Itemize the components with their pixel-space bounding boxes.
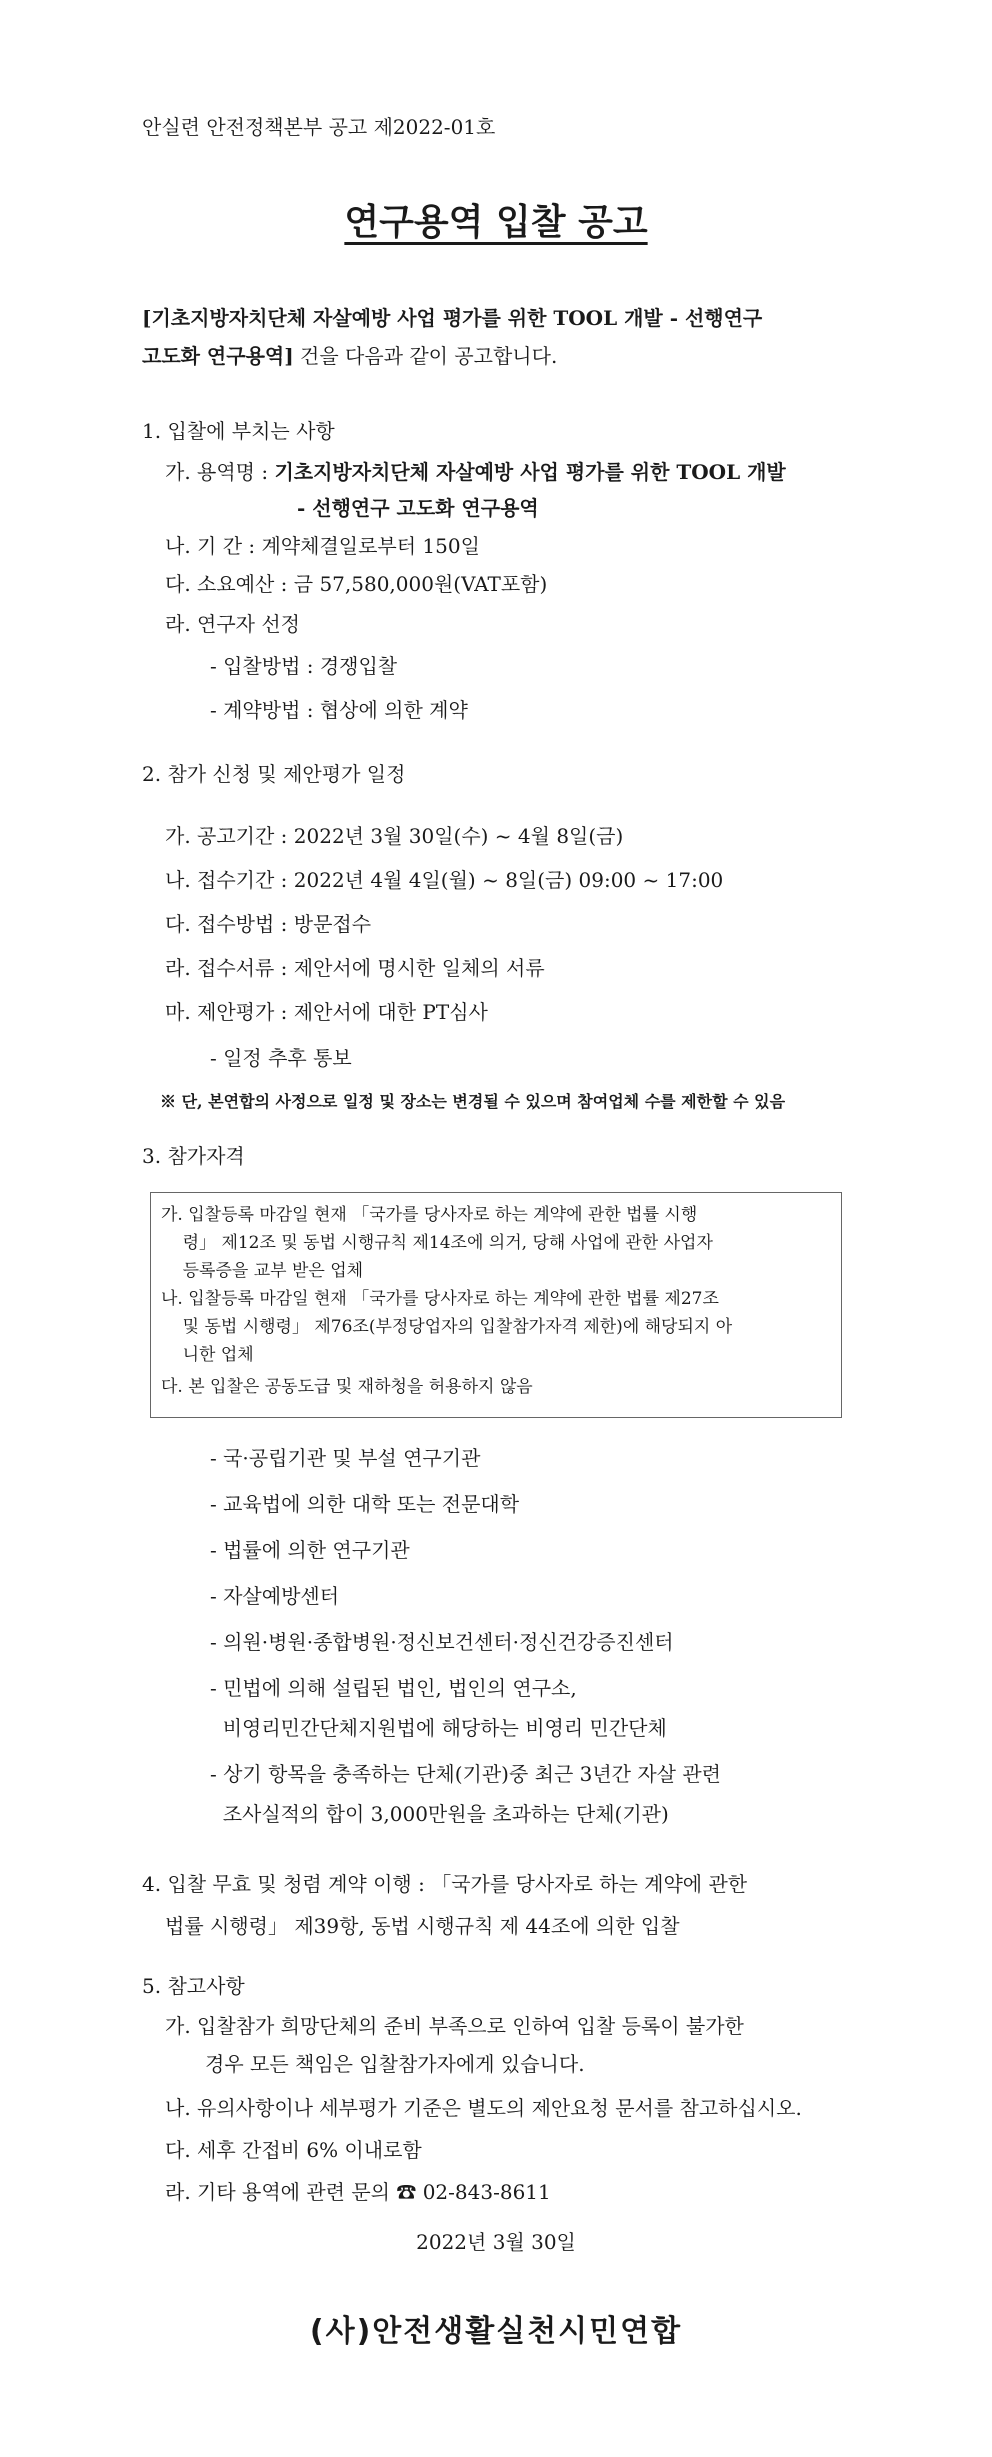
eligible-item: - 의원·병원·종합병원·정신보건센터·정신건강증진센터 xyxy=(210,1630,674,1654)
service-name-line xyxy=(165,458,786,486)
eligibility-box xyxy=(150,1192,842,1418)
period-line: 나. 기 간 : 계약체결일로부터 150일 xyxy=(165,534,480,558)
service-name-value: 기초지방자치단체 자살예방 사업 평가를 위한 TOOL 개발 xyxy=(274,460,786,484)
eligible-item: - 국·공립기관 및 부설 연구기관 xyxy=(210,1446,481,1470)
intro-project-name: 고도화 연구용역] xyxy=(142,344,294,368)
box-line: 등록증을 교부 받은 업체 xyxy=(161,1261,364,1281)
schedule-note: ※ 단, 본연합의 사정으로 일정 및 장소는 변경될 수 있으며 참여업체 수를 제한할 수 있음 xyxy=(160,1092,786,1111)
schedule-item: 나. 접수기간 : 2022년 4월 4일(월) ~ 8일(금) 09:00 ~ 17:00 xyxy=(165,868,724,892)
reference-item: 경우 모든 책임은 입찰참가자에게 있습니다. xyxy=(205,2052,585,2076)
schedule-item: 다. 접수방법 : 방문접수 xyxy=(165,912,372,936)
box-line: 다. 본 입찰은 공동도급 및 재하청을 허용하지 않음 xyxy=(161,1377,533,1397)
reference-item: 다. 세후 간접비 6% 이내로함 xyxy=(165,2138,422,2162)
eligible-item: - 법률에 의한 연구기관 xyxy=(210,1538,410,1562)
schedule-item: 가. 공고기간 : 2022년 3월 30일(수) ~ 4월 8일(금) xyxy=(165,824,624,848)
box-line: 니한 업체 xyxy=(161,1345,254,1365)
intro-line-2 xyxy=(142,342,557,370)
notice-date: 2022년 3월 30일 xyxy=(416,2230,576,2254)
section-1-heading: 1. 입찰에 부치는 사항 xyxy=(142,419,335,443)
box-line: 령」 제12조 및 동법 시행규칙 제14조에 의거, 당해 사업에 관한 사업자 xyxy=(161,1233,713,1253)
bid-method: - 입찰방법 : 경쟁입찰 xyxy=(210,654,398,678)
box-line: 및 동법 시행령」 제76조(부정당업자의 입찰참가자격 제한)에 해당되지 아 xyxy=(161,1317,733,1337)
notice-number: 안실련 안전정책본부 공고 제2022-01호 xyxy=(142,115,496,139)
page-title: 연구용역 입찰 공고 xyxy=(344,202,648,243)
organization-name: (사)안전생활실천시민연합 xyxy=(309,2314,683,2349)
eligible-item: 비영리민간단체지원법에 해당하는 비영리 민간단체 xyxy=(210,1716,667,1740)
service-name-label: 가. 용역명 : xyxy=(165,460,275,484)
eligible-item: - 상기 항목을 충족하는 단체(기관)중 최근 3년간 자살 관련 xyxy=(210,1762,721,1786)
schedule-sub: - 일정 추후 통보 xyxy=(210,1046,352,1070)
contract-method: - 계약방법 : 협상에 의한 계약 xyxy=(210,698,468,722)
box-line: 가. 입찰등록 마감일 현재 「국가를 당사자로 하는 계약에 관한 법률 시행 xyxy=(161,1205,698,1225)
schedule-item: 라. 접수서류 : 제안서에 명시한 일체의 서류 xyxy=(165,956,545,980)
section-2-heading: 2. 참가 신청 및 제안평가 일정 xyxy=(142,762,406,786)
intro-text: 건을 다음과 같이 공고합니다. xyxy=(293,344,558,368)
eligible-item: - 자살예방센터 xyxy=(210,1584,340,1608)
intro-line-1: [기초지방자치단체 자살예방 사업 평가를 위한 TOOL 개발 - 선행연구 xyxy=(142,306,763,330)
section-4-line-2: 법률 시행령」 제39항, 동법 시행규칙 제 44조에 의한 입찰 xyxy=(165,1914,680,1938)
researcher-selection: 라. 연구자 선정 xyxy=(165,612,300,636)
section-4-line-1: 4. 입찰 무효 및 청렴 계약 이행 : 「국가를 당사자로 하는 계약에 관한 xyxy=(142,1872,748,1896)
section-3-heading: 3. 참가자격 xyxy=(142,1144,245,1168)
budget-line: 다. 소요예산 : 금 57,580,000원(VAT포함) xyxy=(165,572,548,596)
box-line: 나. 입찰등록 마감일 현재 「국가를 당사자로 하는 계약에 관한 법률 제27조 xyxy=(161,1289,719,1309)
service-name-value-2: - 선행연구 고도화 연구용역 xyxy=(297,496,539,520)
eligible-item: - 민법에 의해 설립된 법인, 법인의 연구소, xyxy=(210,1676,577,1700)
reference-item: 나. 유의사항이나 세부평가 기준은 별도의 제안요청 문서를 참고하십시오. xyxy=(165,2096,802,2120)
eligible-item: - 교육법에 의한 대학 또는 전문대학 xyxy=(210,1492,520,1516)
section-5-heading: 5. 참고사항 xyxy=(142,1974,245,1998)
reference-item: 가. 입찰참가 희망단체의 준비 부족으로 인하여 입찰 등록이 불가한 xyxy=(165,2014,744,2038)
contact-line: 라. 기타 용역에 관련 문의 ☎ 02-843-8611 xyxy=(165,2180,551,2204)
schedule-item: 마. 제안평가 : 제안서에 대한 PT심사 xyxy=(165,1000,488,1024)
eligible-item: 조사실적의 합이 3,000만원을 초과하는 단체(기관) xyxy=(210,1802,669,1826)
